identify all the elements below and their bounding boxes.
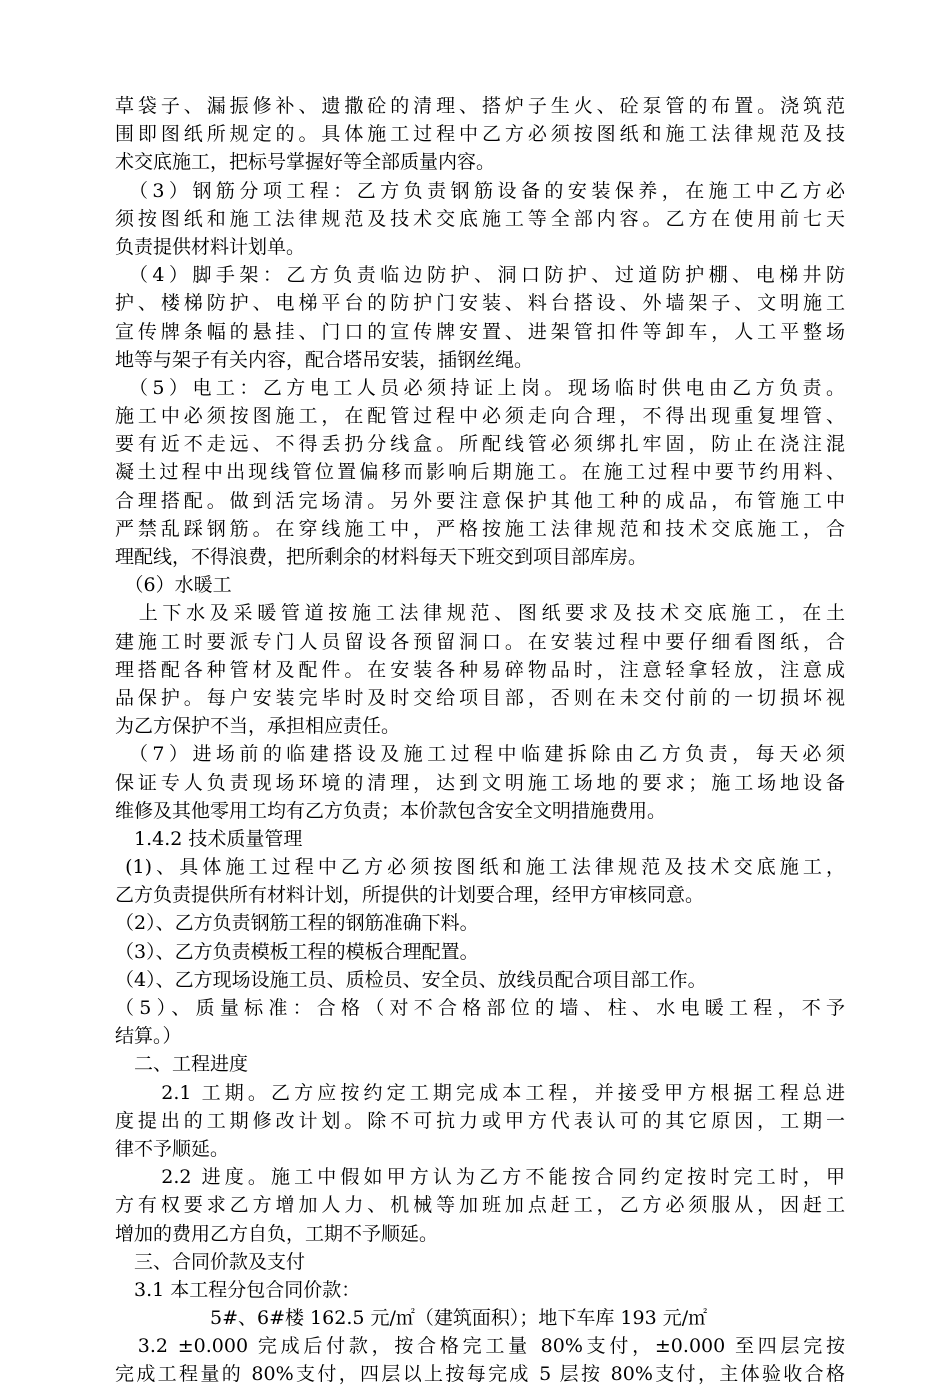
text-line: 地等与架子有关内容，配合塔吊安装，插钢丝绳。: [115, 348, 534, 371]
text-line: （4）、乙方现场设施工员、质检员、安全员、放线员配合项目部工作。: [115, 968, 707, 991]
text-line: （4）脚手架：乙方负责临边防护、洞口防护、过道防护棚、电梯井防: [115, 264, 845, 287]
document-body: [115, 92, 845, 1389]
text-line: 上下水及采暖管道按施工法律规范、图纸要求及技术交底施工，在土: [115, 602, 845, 625]
text-line: （3）、乙方负责模板工程的模板合理配置。: [115, 940, 479, 963]
text-line: 理配线，不得浪费，把所剩余的材料每天下班交到项目部库房。: [115, 546, 648, 568]
text-line: 围即图纸所规定的。具体施工过程中乙方必须按图纸和施工法律规范及技: [115, 123, 845, 146]
text-line: 建施工时要派专门人员留设各预留洞口。在安装过程中要仔细看图纸，合: [115, 630, 845, 653]
text-line: 凝土过程中出现线管位置偏移而影响后期施工。在施工过程中要节约用料、: [115, 461, 845, 484]
text-line: 维修及其他零用工均有乙方负责；本价款包含安全文明措施费用。: [115, 799, 667, 822]
text-line: 增加的费用乙方自负，工期不予顺延。: [115, 1222, 439, 1245]
text-line: 宣传牌条幅的悬挂、门口的宣传牌安置、进架管扣件等卸车，人工平整场: [115, 320, 845, 343]
text-line: 合理搭配。做到活完场清。另外要注意保护其他工种的成品，布管施工中: [115, 489, 845, 512]
text-line: 完成工程量的 80%支付，四层以上按每完成 5 层按 80%支付，主体验收合格: [115, 1363, 845, 1386]
text-line: （3）钢筋分项工程：乙方负责钢筋设备的安装保养，在施工中乙方必: [115, 179, 845, 202]
text-line: 施工中必须按图施工，在配管过程中必须走向合理，不得出现重复埋管、: [115, 405, 845, 428]
section-heading: 1.4.2 技术质量管理: [115, 827, 303, 850]
text-line: 保证专人负责现场环境的清理，达到文明施工场地的要求；施工场地设备: [115, 771, 845, 794]
text-line: （5）、质量标准：合格（对不合格部位的墙、柱、水电暖工程，不予: [115, 997, 845, 1019]
text-line: 严禁乱踩钢筋。在穿线施工中，严格按施工法律规范和技术交底施工，合: [115, 517, 845, 540]
text-line: 护、楼梯防护、电梯平台的防护门安装、料台搭设、外墙架子、文明施工: [115, 292, 845, 315]
text-line: 3.2 ±0.000 完成后付款，按合格完工量 80%支付，±0.000 至四层完按: [115, 1335, 845, 1358]
text-line: (1)、具体施工过程中乙方必须按图纸和施工法律规范及技术交底施工，: [115, 856, 845, 879]
text-line: 方有权要求乙方增加人力、机械等加班加点赶工，乙方必须服从，因赶工: [115, 1194, 845, 1217]
text-line: 品保护。每户安装完毕时及时交给项目部，否则在未交付前的一切损坏视: [115, 686, 845, 709]
text-line: （6）水暖工: [115, 574, 232, 597]
section-heading: 三、合同价款及支付: [115, 1250, 306, 1273]
text-line: 3.1 本工程分包合同价款：: [115, 1278, 361, 1301]
text-line: 2.1 工期。乙方应按约定工期完成本工程，并接受甲方根据工程总进: [115, 1081, 845, 1104]
text-line: （7）进场前的临建搭设及施工过程中临建拆除由乙方负责，每天必须: [115, 743, 845, 766]
text-line: 为乙方保护不当，承担相应责任。: [115, 715, 401, 738]
text-line: （2）、乙方负责钢筋工程的钢筋准确下料。: [115, 912, 479, 935]
text-line: 术交底施工，把标号掌握好等全部质量内容。: [115, 151, 496, 174]
text-line: 度提出的工期修改计划。除不可抗力或甲方代表认可的其它原因，工期一: [115, 1109, 845, 1132]
text-line: 须按图纸和施工法律规范及技术交底施工等全部内容。乙方在使用前七天: [115, 207, 845, 230]
text-line: 要有近不走远、不得丢扔分线盒。所配线管必须绑扎牢固，防止在浇注混: [115, 433, 845, 456]
text-line: 结算。）: [115, 1025, 182, 1048]
text-line: 律不予顺延。: [115, 1137, 230, 1160]
text-line: 5#、6#楼 162.5 元/㎡（建筑面积）；地下车库 193 元/㎡: [115, 1307, 708, 1330]
text-line: 乙方负责提供所有材料计划，所提供的计划要合理，经甲方审核同意。: [115, 884, 705, 907]
text-line: 草袋子、漏振修补、遗撒砼的清理、搭炉子生火、砼泵管的布置。浇筑范: [115, 95, 845, 117]
text-line: 理搭配各种管材及配件。在安装各种易碎物品时，注意轻拿轻放，注意成: [115, 658, 845, 681]
text-line: 负责提供材料计划单。: [115, 235, 306, 258]
section-heading: 二、工程进度: [115, 1053, 249, 1076]
text-line: 2.2 进度。施工中假如甲方认为乙方不能按合同约定按时完工时，甲: [115, 1166, 845, 1189]
text-line: （5）电工：乙方电工人员必须持证上岗。现场临时供电由乙方负责。: [115, 376, 845, 399]
